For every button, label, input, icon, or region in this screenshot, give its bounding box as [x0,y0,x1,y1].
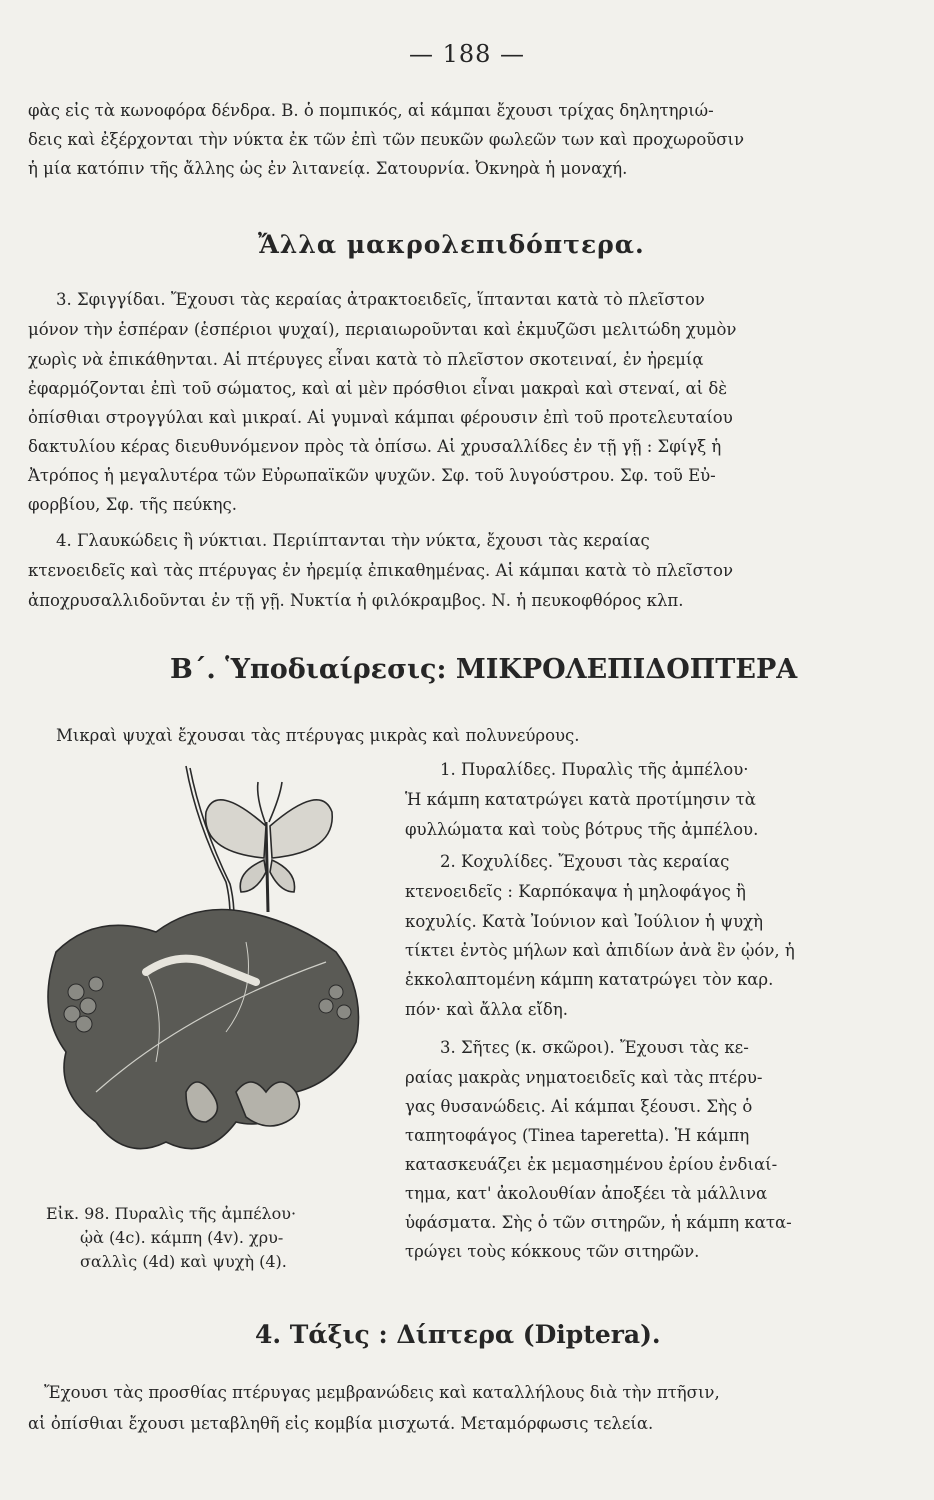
text-line: Ἀτρόπος ἡ μεγαλυτέρα τῶν Εὐρωπαϊκῶν ψυχῶν. Σφ. τοῦ λυγούστρου. Σφ. τοῦ Εὐ- [28,466,716,485]
figure-grape-moth [36,762,396,1182]
figure-caption-line: Εἰκ. 98. Πυραλὶς τῆς ἀμπέλου· [46,1204,297,1223]
text-line: χωρὶς νὰ ἐπικάθηνται. Αἱ πτέρυγες εἶναι κατὰ τὸ πλεῖστον σκοτειναί, ἐν ἠρεμίᾳ [28,350,704,369]
text-line: 1. Πυραλίδες. Πυραλὶς τῆς ἀμπέλου· [440,760,749,779]
text-line: ραίας μακρὰς νηματοειδεῖς καὶ τὰς πτέρυ- [405,1068,763,1087]
text-line: ὑφάσματα. Σὴς ὁ τῶν σιτηρῶν, ἡ κάμπη κατα- [405,1213,792,1232]
text-line: κατασκευάζει ἐκ μεμασημένου ἐρίου ἐνδιαί- [405,1155,778,1174]
section-heading-macrolepidoptera: Ἄλλα μακρολεπιδόπτερα. [258,230,645,259]
text-line: 3. Σφιγγίδαι. Ἔχουσι τὰς κεραίας ἀτρακτοειδεῖς, ἵπτανται κατὰ τὸ πλεῖστον [56,290,705,309]
text-line: 3. Σῆτες (κ. σκῶροι). Ἔχουσι τὰς κε- [440,1038,749,1057]
text-line: ἐφαρμόζονται ἐπὶ τοῦ σώματος, καὶ αἱ μὲν πρόσθιοι εἶναι μακραὶ καὶ στεναί, αἱ δὲ [28,379,728,398]
text-line: 4. Γλαυκώδεις ἢ νύκτιαι. Περιίπτανται τὴν νύκτα, ἔχουσι τὰς κεραίας [56,531,650,550]
text-line: τρώγει τοὺς κόκκους τῶν σιτηρῶν. [405,1242,700,1261]
text-line: κτενοειδεῖς : Καρπόκαψα ἡ μηλοφάγος ἢ [405,882,746,901]
text-line: αἱ ὀπίσθιαι ἔχουσι μεταβληθῆ εἰς κομβία μισχωτά. Μεταμόρφωσις τελεία. [28,1414,654,1433]
text-line: ἐκκολαπτομένη κάμπη κατατρώγει τὸν καρ. [405,970,774,989]
text-line: κοχυλίς. Κατὰ Ἰούνιον καὶ Ἰούλιον ἡ ψυχὴ [405,912,764,931]
text-line: ἡ μία κατόπιν τῆς ἄλλης ὡς ἐν λιτανείᾳ. Σατουρνία. Ὀκνηρὰ ἡ μοναχή. [28,159,628,178]
text-line: πόν· καὶ ἄλλα εἴδη. [405,1000,568,1019]
text-line: φορβίου, Σφ. τῆς πεύκης. [28,495,237,514]
text-line: Ἔχουσι τὰς προσθίας πτέρυγας μεμβρανώδεις καὶ καταλλήλους διὰ τὴν πτῆσιν, [44,1383,720,1402]
text-line: γας θυσανώδεις. Αἱ κάμπαι ξέουσι. Σὴς ὁ [405,1097,753,1116]
grape-moth-illustration [36,762,396,1182]
text-line: μόνον τὴν ἑσπέραν (ἑσπέριοι ψυχαί), περιαιωροῦνται καὶ ἐκμυζῶσι μελιτώδη χυμὸν [28,320,737,339]
figure-caption-line: ᾠὰ (4c). κάμπη (4v). χρυ- [80,1228,284,1247]
text-line: τίκτει ἐντὸς μήλων καὶ ἀπιδίων ἀνὰ ἓν ᾠόν, ἡ [405,941,795,960]
text-line: Ἡ κάμπη κατατρώγει κατὰ προτίμησιν τὰ [405,790,756,809]
text-line: ὀπίσθιαι στρογγύλαι καὶ μικραί. Αἱ γυμναὶ κάμπαι φέρουσιν ἐπὶ τοῦ προτελευταίου [28,408,733,427]
text-line: 2. Κοχυλίδες. Ἔχουσι τὰς κεραίας [440,852,730,871]
section-heading-diptera: 4. Τάξις : Δίπτερα (Diptera). [255,1320,661,1349]
text-line: κτενοειδεῖς καὶ τὰς πτέρυγας ἐν ἠρεμίᾳ ἐπικαθημένας. Αἱ κάμπαι κατὰ τὸ πλεῖστον [28,561,733,580]
text-line: δεις καὶ ἐξέρχονται τὴν νύκτα ἐκ τῶν ἐπὶ τῶν πευκῶν φωλεῶν των καὶ προχωροῦσιν [28,130,745,149]
text-line: τημα, κατ' ἀκολουθίαν ἀποξέει τὰ μάλλινα [405,1184,768,1203]
page-number: — 188 — [408,40,526,68]
text-line: ταπητοφάγος (Tinea taperetta). Ἡ κάμπη [405,1126,750,1145]
text-line: Μικραὶ ψυχαὶ ἔχουσαι τὰς πτέρυγας μικρὰς καὶ πολυνεύρους. [56,726,580,745]
text-line: δακτυλίου κέρας διευθυνόμενον πρὸς τὰ ὀπίσω. Αἱ χρυσαλλίδες ἐν τῇ γῇ : Σφίγξ ἡ [28,437,722,456]
figure-caption-line: σαλλὶς (4d) καὶ ψυχὴ (4). [80,1252,287,1271]
text-line: ἀποχρυσαλλιδοῦνται ἐν τῇ γῇ. Νυκτία ἡ φιλόκραμβος. Ν. ἡ πευκοφθόρος κλπ. [28,591,684,610]
text-line: φὰς εἰς τὰ κωνοφόρα δένδρα. Β. ὁ πομπικός, αἱ κάμπαι ἔχουσι τρίχας δηλητηριώ- [28,101,714,120]
section-heading-microlepidoptera: Β΄. Ὑποδιαίρεσις: ΜΙΚΡΟΛΕΠΙΔΟΠΤΕΡΑ [170,654,798,685]
text-line: φυλλώματα καὶ τοὺς βότρυς τῆς ἀμπέλου. [405,820,759,839]
